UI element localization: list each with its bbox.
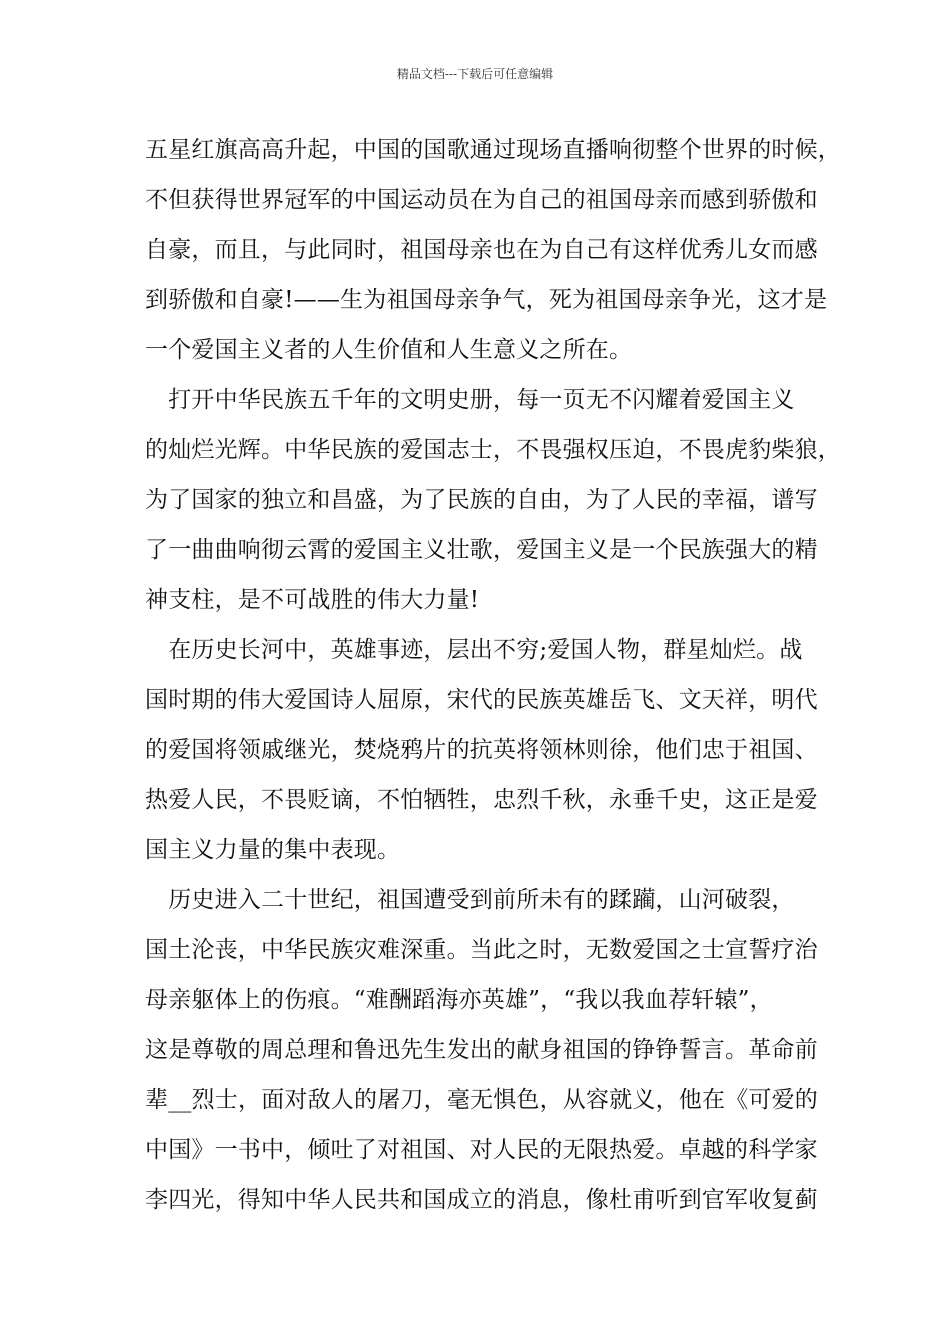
text-line: 热爱人民，不畏贬谪，不怕牺牲，忠烈千秋，永垂千史，这正是爱 [145,787,818,813]
page-header: 精品文档---下载后可任意编辑 [396,67,554,81]
text-line: 辈__烈士，面对敌人的屠刀，毫无惧色，从容就义，他在《可爱的 [145,1087,818,1113]
text-line: 到骄傲和自豪!——生为祖国母亲争气，死为祖国母亲争光，这才是 [145,287,828,313]
text-line: 一个爱国主义者的人生价值和人生意义之所在。 [145,337,633,363]
text-line: 李四光，得知中华人民共和国成立的消息，像杜甫听到官军收复蓟 [145,1187,818,1213]
text-line: 国土沦丧，中华民族灾难深重。当此之时，无数爱国之士宣誓疗治 [145,937,818,963]
text-line: 国主义力量的集中表现。 [145,837,401,863]
text-line: 国时期的伟大爱国诗人屈原，宋代的民族英雄岳飞、文天祥，明代 [145,687,818,713]
text-line: 中国》一书中，倾吐了对祖国、对人民的无限热爱。卓越的科学家 [145,1137,818,1163]
text-line: 神支柱，是不可战胜的伟大力量! [145,587,480,613]
text-line: 在历史长河中，英雄事迹，层出不穷;爱国人物，群星灿烂。战 [145,637,803,663]
text-line: 不但获得世界冠军的中国运动员在为自己的祖国母亲而感到骄傲和 [145,187,818,213]
text-line: 五星红旗高高升起，中国的国歌通过现场直播响彻整个世界的时候， [145,137,841,163]
text-line: 母亲躯体上的伤痕。“难酬蹈海亦英雄”，“我以我血荐轩辕”， [145,987,773,1013]
text-line: 的灿烂光辉。中华民族的爱国志士，不畏强权压迫，不畏虎豹柴狼， [145,437,841,463]
text-line: 了一曲曲响彻云霄的爱国主义壮歌，爱国主义是一个民族强大的精 [145,537,818,563]
text-line: 打开中华民族五千年的文明史册，每一页无不闪耀着爱国主义 [145,387,795,413]
text-line: 这是尊敬的周总理和鲁迅先生发出的献身祖国的铮铮誓言。革命前 [145,1037,818,1063]
text-line: 为了国家的独立和昌盛，为了民族的自由，为了人民的幸福，谱写 [145,487,818,513]
text-line: 的爱国将领戚继光，焚烧鸦片的抗英将领林则徐，他们忠于祖国、 [145,737,818,763]
text-line: 历史进入二十世纪，祖国遭受到前所未有的蹂躏，山河破裂， [145,887,795,913]
text-line: 自豪，而且，与此同时，祖国母亲也在为自己有这样优秀儿女而感 [145,237,818,263]
